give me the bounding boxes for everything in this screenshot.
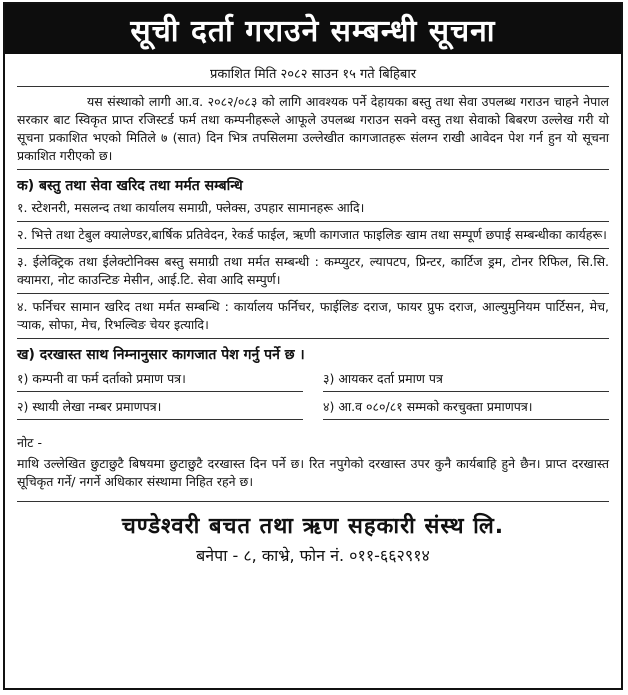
section-a-item: २. भित्ते तथा टेबुल क्यालेण्डर,बार्षिक प्रतिवेदन, रेकर्ड फाईल, ऋणी कागजात फाइलिङ खाम तथा सम्पूर्ण छपाई सम्बन्धीका कार्यहरू। [17,226,609,249]
note-paragraph [17,455,609,491]
footer-divider [17,501,609,502]
organization-address: बनेपा - ८, काभ्रे, फोन नं. ०११-६६२९१४ [196,546,430,565]
note-text: माथि उल्लेखित छुटाछुटै बिषयमा छुटाछुटै दरखास्त दिन पर्ने छ। रित नपुगेको दरखास्त उपर कुनै कार्यबाहि हुने छैन। प्राप्त दरखास्त सूचिकृत गर्ने/ नगर्ने अधिकार संस्थामा निहित रहने छ। [17,456,609,489]
section-b-heading: ख) दरखास्त साथ निम्नानुसार कागजात पेश गर्नु पर्ने छ । [17,347,305,363]
notice-title: सूची दर्ता गराउने सम्बन्धी सूचना [5,4,621,54]
publication-date: प्रकाशित मिति २०८२ साउन १५ गते बिहिबार [17,64,609,87]
document-item: ३) आयकर दर्ता प्रमाण पत्र [323,370,609,392]
section-a-item: १. स्टेशनरी, मसलन्द तथा कार्यालय समाग्री, फ्लेक्स, उपहार सामानहरू आदि। [17,199,609,222]
intro-paragraph [17,93,609,170]
note-label: नोट - [17,435,42,450]
required-documents [17,370,609,420]
organization-name: चण्डेश्वरी बचत तथा ऋण सहकारी संस्थ लि. [121,514,505,539]
section-a-item: ४. फर्निचर सामान खरिद तथा मर्मत सम्बन्धि : कार्यालय फर्निचर, फाईलिङ दराज, फायर प्रुफ दराज, आल्युमुनियम पार्टिसन, मेच, र्‍याक, सोफा, मेच, रिभल्विङ चेयर इत्यादि। [17,298,609,339]
section-a-item: ३. ईलेक्ट्रिक तथा ईलेक्टोनिक्स बस्तु समाग्री तथा मर्मत सम्बन्धी : कम्प्युटर, ल्यापटप, प्रिन्टर, कार्टिज ड्रम, टोनर रिफिल, सि.सि. क्यामरा, नोट काउन्टिङ मेसीन, आई.टि. सेवा आदि सम्पुर्ण। [17,253,609,294]
intro-text: यस संस्थाको लागी आ.व. २०८२/०८३ को लागि आवश्यक पर्ने देहायका बस्तु तथा सेवा उपलब्ध गराउन चाहने नेपाल सरकार बाट स्विकृत प्राप्त रजिस्टर्ड फर्म तथा कम्पनीहरूले आफूले उपलब्ध गराउन सक्ने वस्तु तथा सेवाको बिबरण उल्लेख गरी यो सूचना प्रकाशित भएको मितिले ७ (सात) दिन भित्र तपसिलमा उल्लेखीत कागजातहरू संलग्न राखी आवेदन पेश गर्न हुन यो सूचना प्रकाशित गरीएको छ। [17,94,609,163]
section-a-heading: क) बस्तु तथा सेवा खरिद तथा मर्मत सम्बन्धि [17,178,243,194]
notice-container [3,2,623,690]
document-item: ४) आ.व ०८०/८१ सम्मको करचुक्ता प्रमाणपत्र। [323,398,609,420]
document-item: २) स्थायी लेखा नम्बर प्रमाणपत्र। [17,398,303,420]
document-item: १) कम्पनी वा फर्म दर्ताको प्रमाण पत्र। [17,370,303,392]
